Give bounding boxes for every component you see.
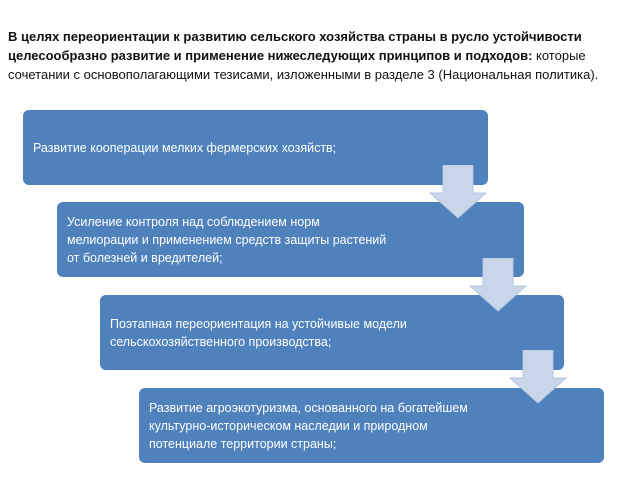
down-arrow-icon-3 — [508, 350, 568, 405]
step-4-text: Развитие агроэкотуризма, основанного на богатейшем культурно-историческом наследии и природном потенциале территории страны; — [149, 400, 468, 451]
step-box-1 — [23, 110, 488, 185]
down-arrow-icon-2 — [468, 258, 528, 313]
step-1-text: Развитие кооперации мелких фермерских хозяйств; — [33, 140, 337, 155]
intro-paragraph — [8, 27, 630, 84]
step-2-text: Усиление контроля над соблюдением норм мелиорации и применением средств защиты растений от болезней и вредителей; — [67, 214, 387, 265]
intro-bold-text: В целях переориентации к развитию сельского хозяйства страны в русло устойчивости целесообразно развитие и применение нижеследующих принципов и подходов: — [8, 29, 582, 63]
intro-normal-text: которые сочетании с основополагающими тезисами, изложенными в разделе 3 (Национальная политика). — [8, 48, 599, 82]
step-3-text: Поэтапная переориентация на устойчивые модели сельскохозяйственного производства; — [110, 316, 407, 349]
down-arrow-icon-1 — [428, 165, 488, 220]
